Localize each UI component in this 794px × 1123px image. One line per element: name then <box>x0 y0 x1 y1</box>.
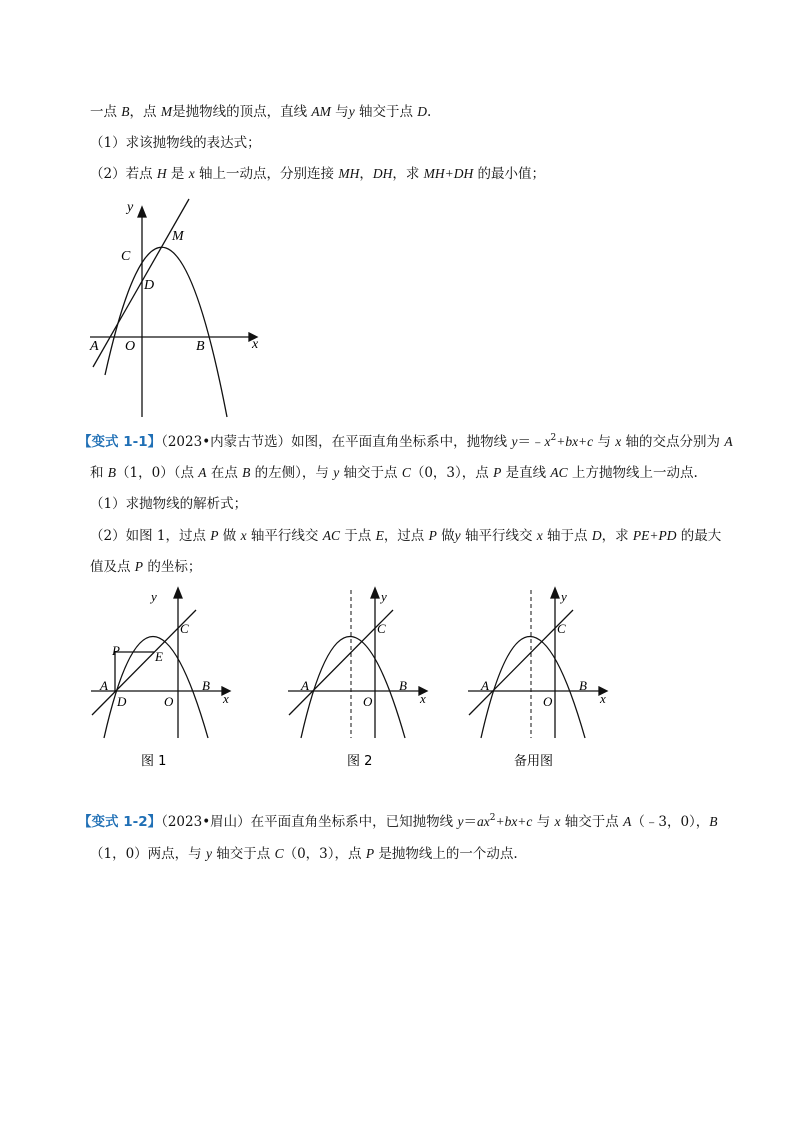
label-y: y <box>381 589 387 604</box>
y-axis-arrow <box>551 588 559 598</box>
label-b: B <box>196 339 205 354</box>
caption-fig2: 图 2 <box>347 754 373 769</box>
problem1-question2: （2）若点 H 是 x 轴上一动点，分别连接 MH，DH，求 MH+DH 的最小值； <box>90 166 546 182</box>
label-x: x <box>252 337 259 352</box>
label-y: y <box>151 589 157 604</box>
label-x: x <box>223 691 229 706</box>
label-o: O <box>164 694 174 709</box>
caption-spare: 备用图 <box>514 754 554 769</box>
label-b: B <box>399 678 407 693</box>
variant1-line1: 【变式 1-1】（2023•内蒙古节选）如图，在平面直角坐标系中，抛物线 $y=﹣x^2+bx+c$ 与 x 轴的交点分别为 A <box>78 433 733 450</box>
label-c: C <box>180 621 189 636</box>
label-p: P <box>112 643 120 658</box>
figure-2 <box>285 585 445 775</box>
y-axis-arrow <box>371 588 379 598</box>
figure-1 <box>88 585 248 775</box>
label-c: C <box>377 621 386 636</box>
label-c: C <box>557 621 566 636</box>
label-y: y <box>127 200 134 215</box>
label-b: B <box>202 678 210 693</box>
label-e: E <box>155 649 163 664</box>
figure-spare <box>465 585 625 775</box>
label-o: O <box>363 694 373 709</box>
variant1-question2: （2）如图 1，过点 P 做 x 轴平行线交 AC 于点 E，过点 P 做y 轴平行线交 x 轴于点 D，求 PE+PD 的最大 <box>90 528 722 544</box>
y-axis-arrow <box>174 588 182 598</box>
label-y: y <box>561 589 567 604</box>
parabola <box>105 247 227 417</box>
label-d: D <box>144 278 155 293</box>
label-a: A <box>100 678 108 693</box>
problem1-question1: （1）求该抛物线的表达式； <box>90 135 261 151</box>
label-a: A <box>301 678 309 693</box>
label-a: A <box>90 339 99 354</box>
label-o: O <box>543 694 553 709</box>
problem1-figure <box>80 195 280 420</box>
label-c: C <box>121 249 131 264</box>
variant1-line2: 和 B（1，0）（点 A 在点 B 的左侧），与 y 轴交于点 C（0，3），点 P 是直线 AC 上方抛物线上一动点. <box>90 465 698 481</box>
caption-fig1: 图 1 <box>141 754 167 769</box>
label-d: D <box>117 694 127 709</box>
label-x: x <box>600 691 606 706</box>
y-axis-arrow <box>138 207 146 217</box>
label-b: B <box>579 678 587 693</box>
label-x: x <box>420 691 426 706</box>
variant1-question1: （1）求抛物线的解析式； <box>90 496 248 512</box>
line-am <box>93 199 189 367</box>
variant2-line1: 【变式 1-2】（2023•眉山）在平面直角坐标系中，已知抛物线 $y=ax^2+bx+c$ 与 x 轴交于点 A（﹣3，0），B <box>78 813 718 830</box>
label-a: A <box>481 678 489 693</box>
variant1-question2-cont: 值及点 P 的坐标； <box>90 559 202 575</box>
variant2-line2: （1，0）两点，与 y 轴交于点 C（0，3），点 P 是抛物线上的一个动点. <box>90 846 518 862</box>
problem1-line1: 一点 B，点 M是抛物线的顶点，直线 AM 与y 轴交于点 D. <box>90 104 432 120</box>
label-m: M <box>172 229 184 244</box>
label-o: O <box>125 339 136 354</box>
